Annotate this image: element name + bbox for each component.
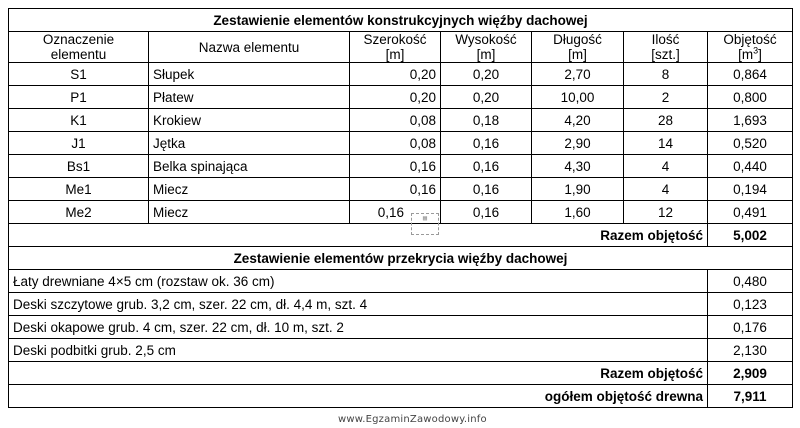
cover-objetosc: 0,480 <box>708 270 793 293</box>
row-szerokosc: 0,08 <box>350 132 441 155</box>
row-objetosc: 0,491 <box>708 201 793 224</box>
table-row <box>9 86 793 109</box>
watermark-stamp-icon: ▦ <box>411 213 439 235</box>
cover-objetosc: 0,176 <box>708 316 793 339</box>
row-objetosc: 0,520 <box>708 132 793 155</box>
row-dlugosc: 4,30 <box>532 155 624 178</box>
row-objetosc: 1,693 <box>708 109 793 132</box>
row-szerokosc: 0,16 <box>350 155 441 178</box>
row-objetosc: 0,864 <box>708 63 793 86</box>
header-oznaczenie-line1: Oznaczenie <box>42 32 115 47</box>
table-row <box>9 178 793 201</box>
row-ilosc: 14 <box>624 132 708 155</box>
row-code: S1 <box>9 63 149 86</box>
row-code: J1 <box>9 132 149 155</box>
row-szerokosc: 0,08 <box>350 109 441 132</box>
header-szerokosc-line2: [m] <box>385 47 405 62</box>
row-dlugosc: 2,90 <box>532 132 624 155</box>
table2-total-row <box>9 362 793 385</box>
table-row <box>9 109 793 132</box>
table1-title-row <box>9 9 793 32</box>
table-row <box>9 63 793 86</box>
table1-header-row <box>9 32 793 63</box>
header-dlugosc-line2: [m] <box>568 47 587 62</box>
row-wysokosc: 0,16 <box>441 178 532 201</box>
row-szerokosc: 0,16 <box>350 178 441 201</box>
header-oznaczenie-line2: elementu <box>50 47 107 62</box>
header-szerokosc <box>350 32 441 63</box>
list-item <box>9 339 793 362</box>
table1-total-value: 5,002 <box>708 224 793 247</box>
row-objetosc: 0,440 <box>708 155 793 178</box>
table-row <box>9 155 793 178</box>
header-wysokosc-line2: [m] <box>476 47 496 62</box>
row-name: Miecz <box>149 201 350 224</box>
row-name: Jętka <box>149 132 350 155</box>
row-dlugosc: 4,20 <box>532 109 624 132</box>
row-ilosc: 4 <box>624 178 708 201</box>
row-wysokosc: 0,16 <box>441 155 532 178</box>
grand-total-label: ogółem objętość drewna <box>9 385 708 408</box>
row-name: Miecz <box>149 178 350 201</box>
header-objetosc-line1: Objętość <box>723 32 777 47</box>
header-szerokosc-line1: Szerokość <box>363 32 427 47</box>
row-szerokosc: 0,20 <box>350 86 441 109</box>
header-ilosc <box>624 32 708 63</box>
row-ilosc: 28 <box>624 109 708 132</box>
header-ilosc-line2: [szt.] <box>651 47 680 62</box>
header-oznaczenie <box>9 32 149 63</box>
cover-objetosc: 2,130 <box>708 339 793 362</box>
row-ilosc: 8 <box>624 63 708 86</box>
table2-title-row <box>9 247 793 270</box>
list-item <box>9 270 793 293</box>
table1-total-label: Razem objętość <box>9 224 708 247</box>
row-dlugosc: 10,00 <box>532 86 624 109</box>
row-objetosc: 0,800 <box>708 86 793 109</box>
table2-total-label: Razem objętość <box>9 362 708 385</box>
header-objetosc <box>708 32 793 63</box>
row-dlugosc: 1,60 <box>532 201 624 224</box>
table2-title: Zestawienie elementów przekrycia więźby dachowej <box>9 247 793 270</box>
header-dlugosc <box>532 32 624 63</box>
row-code: Me1 <box>9 178 149 201</box>
row-wysokosc: 0,16 <box>441 132 532 155</box>
header-ilosc-line1: Ilość <box>651 32 680 47</box>
row-wysokosc: 0,16 <box>441 201 532 224</box>
unit-close: ] <box>758 47 762 62</box>
row-name: Płatew <box>149 86 350 109</box>
wood-summary-table <box>8 8 793 408</box>
row-wysokosc: 0,18 <box>441 109 532 132</box>
row-name: Słupek <box>149 63 350 86</box>
header-nazwa: Nazwa elementu <box>149 32 350 63</box>
row-objetosc: 0,194 <box>708 178 793 201</box>
grand-total-value: 7,911 <box>708 385 793 408</box>
table-row <box>9 132 793 155</box>
row-dlugosc: 1,90 <box>532 178 624 201</box>
row-wysokosc: 0,20 <box>441 63 532 86</box>
table-row <box>9 201 793 224</box>
list-item <box>9 293 793 316</box>
row-name: Belka spinająca <box>149 155 350 178</box>
cover-desc: Deski szczytowe grub. 3,2 cm, szer. 22 cm, dł. 4,4 m, szt. 4 <box>9 293 708 316</box>
header-wysokosc <box>441 32 532 63</box>
row-code: K1 <box>9 109 149 132</box>
grand-total-row <box>9 385 793 408</box>
row-szerokosc: 0,16 <box>350 201 441 224</box>
row-dlugosc: 2,70 <box>532 63 624 86</box>
header-objetosc-unit <box>712 47 788 62</box>
table2-total-value: 2,909 <box>708 362 793 385</box>
row-code: Me2 <box>9 201 149 224</box>
cover-desc: Łaty drewniane 4×5 cm (rozstaw ok. 36 cm) <box>9 270 708 293</box>
header-dlugosc-line1: Długość <box>553 32 602 47</box>
row-wysokosc: 0,20 <box>441 86 532 109</box>
row-ilosc: 12 <box>624 201 708 224</box>
row-ilosc: 2 <box>624 86 708 109</box>
cover-desc: Deski podbitki grub. 2,5 cm <box>9 339 708 362</box>
unit-open: [m <box>738 47 754 62</box>
row-szerokosc: 0,20 <box>350 63 441 86</box>
row-ilosc: 4 <box>624 155 708 178</box>
watermark-text: www.EgzaminZawodowy.info <box>338 414 487 425</box>
header-wysokosc-line1: Wysokość <box>455 32 517 47</box>
cover-objetosc: 0,123 <box>708 293 793 316</box>
table1-title: Zestawienie elementów konstrukcyjnych więźby dachowej <box>9 9 793 32</box>
list-item <box>9 316 793 339</box>
row-code: P1 <box>9 86 149 109</box>
cover-desc: Deski okapowe grub. 4 cm, szer. 22 cm, dł. 10 m, szt. 2 <box>9 316 708 339</box>
row-name: Krokiew <box>149 109 350 132</box>
table1-total-row <box>9 224 793 247</box>
unit-exponent: 3 <box>753 45 759 56</box>
row-code: Bs1 <box>9 155 149 178</box>
